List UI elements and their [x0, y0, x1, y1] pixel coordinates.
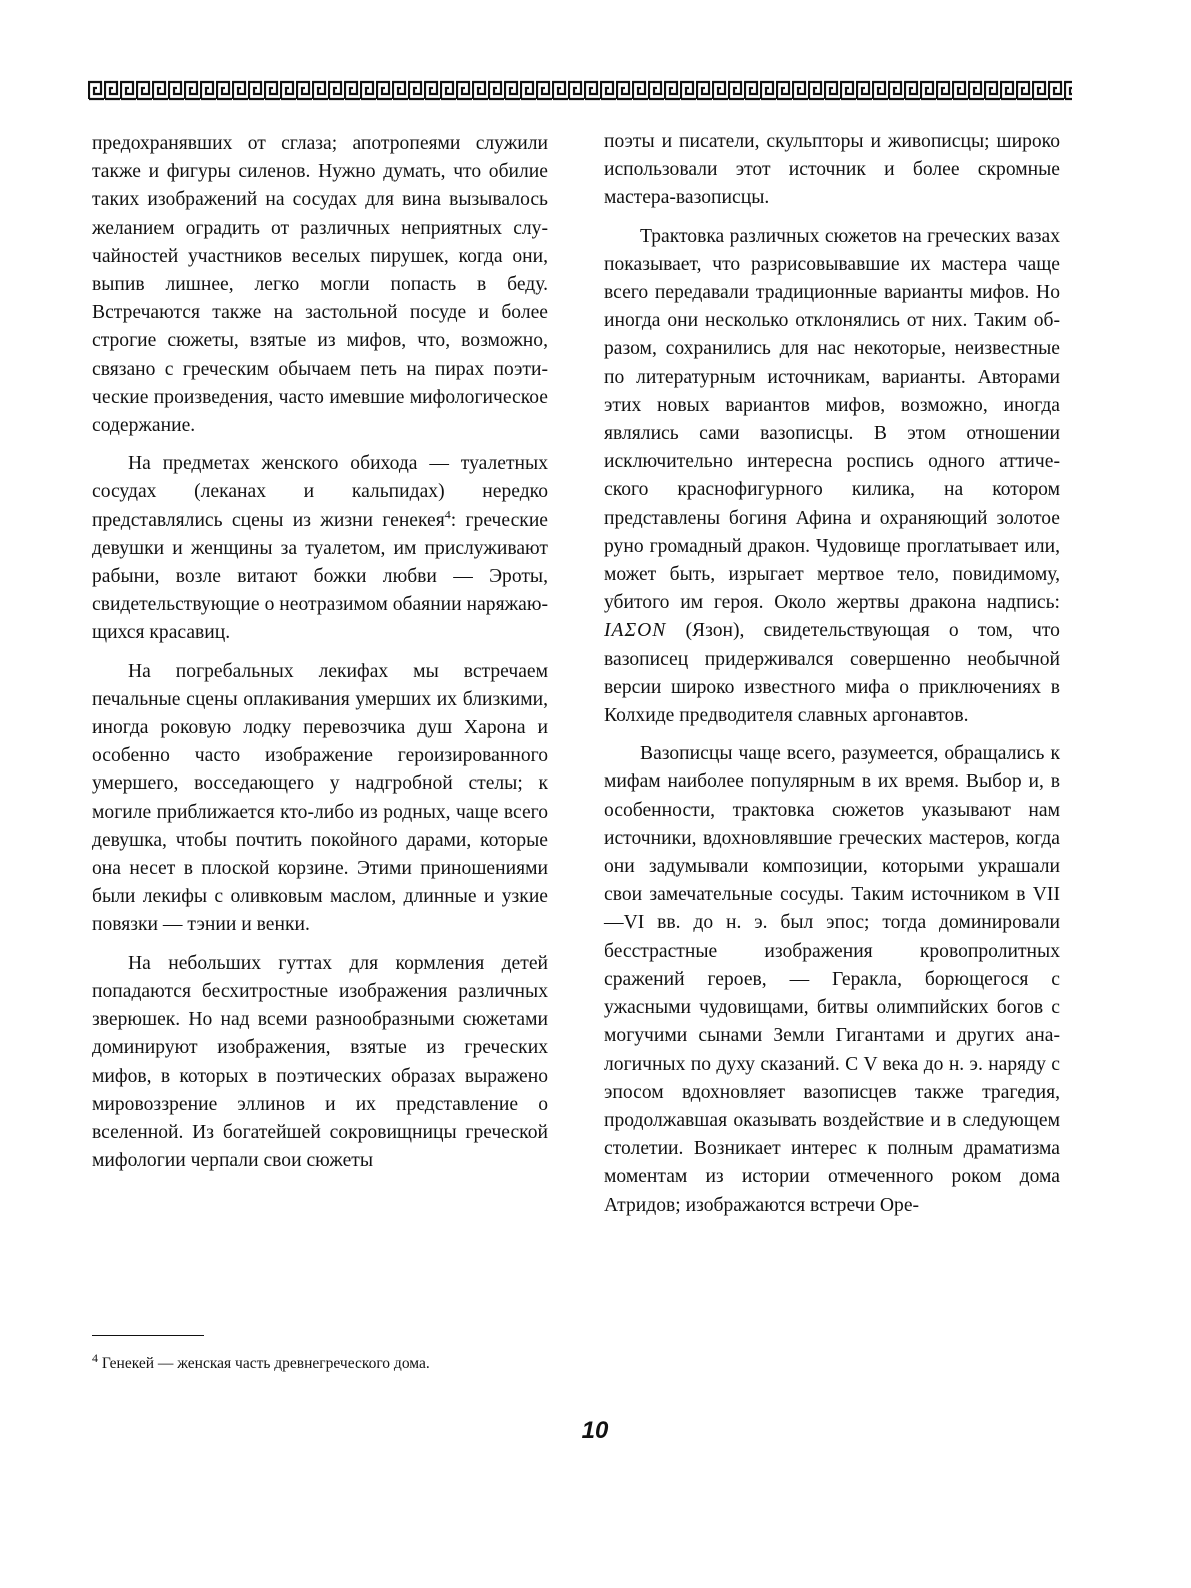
footnote: [92, 1350, 548, 1377]
paragraph: На небольших гуттах для кормления детей попадаются бесхитростные изображения различных зверюшек. Но над всеми разнообразными сюжетами доминируют изображения, взятые из греческих мифов, в которых в поэтических образах выражено мировоззрение эллинов и их представление о вселенной. Из богатейшей сокровищницы греческой мифологии черпали свои сюжеты: [92, 952, 548, 1172]
right-column: [604, 128, 1060, 1220]
paragraph-text: (Язон), свидетельствующая о том, что вазописец придерживался совершенно необычной версии широко известного мифа о приключениях в Колхиде предводителя славных аргонавтов.: [604, 620, 1060, 727]
paragraph-text: На предметах женского обихода — туалетных сосудах (леканах и кальпидах) нередко представлялись сцены из жизни генекея: [92, 453, 548, 531]
left-column: [92, 130, 548, 1175]
footnote-ref[interactable]: 4: [444, 507, 451, 522]
greek-inscription: ΙΑΣΟΝ: [604, 620, 667, 642]
paragraph: [92, 450, 548, 647]
page-number: 10: [581, 1417, 609, 1444]
paragraph: На погребальных лекифах мы встречаем печальные сцены оплакивания умерших их близкими, иногда роковую лодку перевозчика душ Харона и особенно часто изображение героизированного умершего, восседающего у надгробной стелы; к могиле приближается кто-либо из родных, чаще всего девушка, чтобы почтить покойного дарами, которые она несет в плоской корзине. Этими приношениями были лекифы с оливковым маслом, длинные и узкие повязки — тэнии и венки.: [92, 660, 548, 936]
footnote-divider: [92, 1335, 204, 1336]
footnote-number: 4: [92, 1350, 98, 1365]
paragraph: Вазописцы чаще всего, разумеется, обращались к мифам наиболее популярным в их время. Выбор и, в особенности, трактовка сюжетов указывают нам источники, вдохновлявшие греческих мастеров, когда они задумывали композиции, которыми украшали свои замечательные сосуды. Таким источником в VII—VI вв. до н. э. был эпос; тогда доминировали бесстрастные изображения кровопролитных сражений героев, — Геракла, борющегося с ужасными чудовищами, битвы олимпийских богов с могучими сынами Земли Гигантами и других аналогичных по духу сказаний. С V века до н. э. наряду с эпосом вдохновляет вазописцев также трагедия, продолжавшая оказывать воздействие и в следующем столетии. Возникает интерес к полным драматизма моментам из истории отмеченного роком дома Атридов; изображаются встречи Оре-: [604, 743, 1060, 1216]
paragraph-text: : греческие девушки и женщины за туалетом, им прислуживают рабыни, возле витают божки любви — Эроты, свидетельствующие о неотразимом обаянии наряжающихся красавиц.: [92, 509, 548, 644]
paragraph: [604, 223, 1060, 731]
meander-ornament: [88, 78, 1072, 102]
paragraph: поэты и писатели, скульпторы и живописцы; широко использовали этот источник и более скромные мастера-вазописцы.: [604, 131, 1060, 209]
footnote-text: Генекей — женская часть древнегреческого дома.: [101, 1355, 430, 1372]
paragraph-text: Трактовка различных сюжетов на греческих вазах показывает, что разрисовывавшие их мастера чаще всего передавали традиционные варианты мифов. Но иногда они несколько отклонялись от них. Таким образом, сохранились для нас некоторые, неизвестные по литературным источникам, варианты. Авторами этих новых вариантов мифов, возможно, иногда являлись сами вазописцы. В этом отношении исключительно интересна роспись одного аттического краснофигурного килика, на котором представлены богиня Афина и охраняющий золотое руно громадный дракон. Чудовище проглатывает или, может быть, изрыгает мертвое тело, повидимому, убитого им героя. Около жертвы дракона надпись:: [604, 225, 1060, 614]
paragraph: предохранявших от сглаза; апотропеями служили также и фигуры силенов. Нужно думать, что обилие таких изображений на сосудах для вина вызывалось желанием оградить от различных неприятных случайностей участников веселых пирушек, когда они, выпив лишнее, легко могли попасть в беду. Встречаются также на застольной посуде и более строгие сюжеты, взятые из мифов, что, возможно, связано с греческим обычаем петь на пирах поэтические произведения, часто имевшие мифологическое содержание.: [92, 133, 548, 437]
